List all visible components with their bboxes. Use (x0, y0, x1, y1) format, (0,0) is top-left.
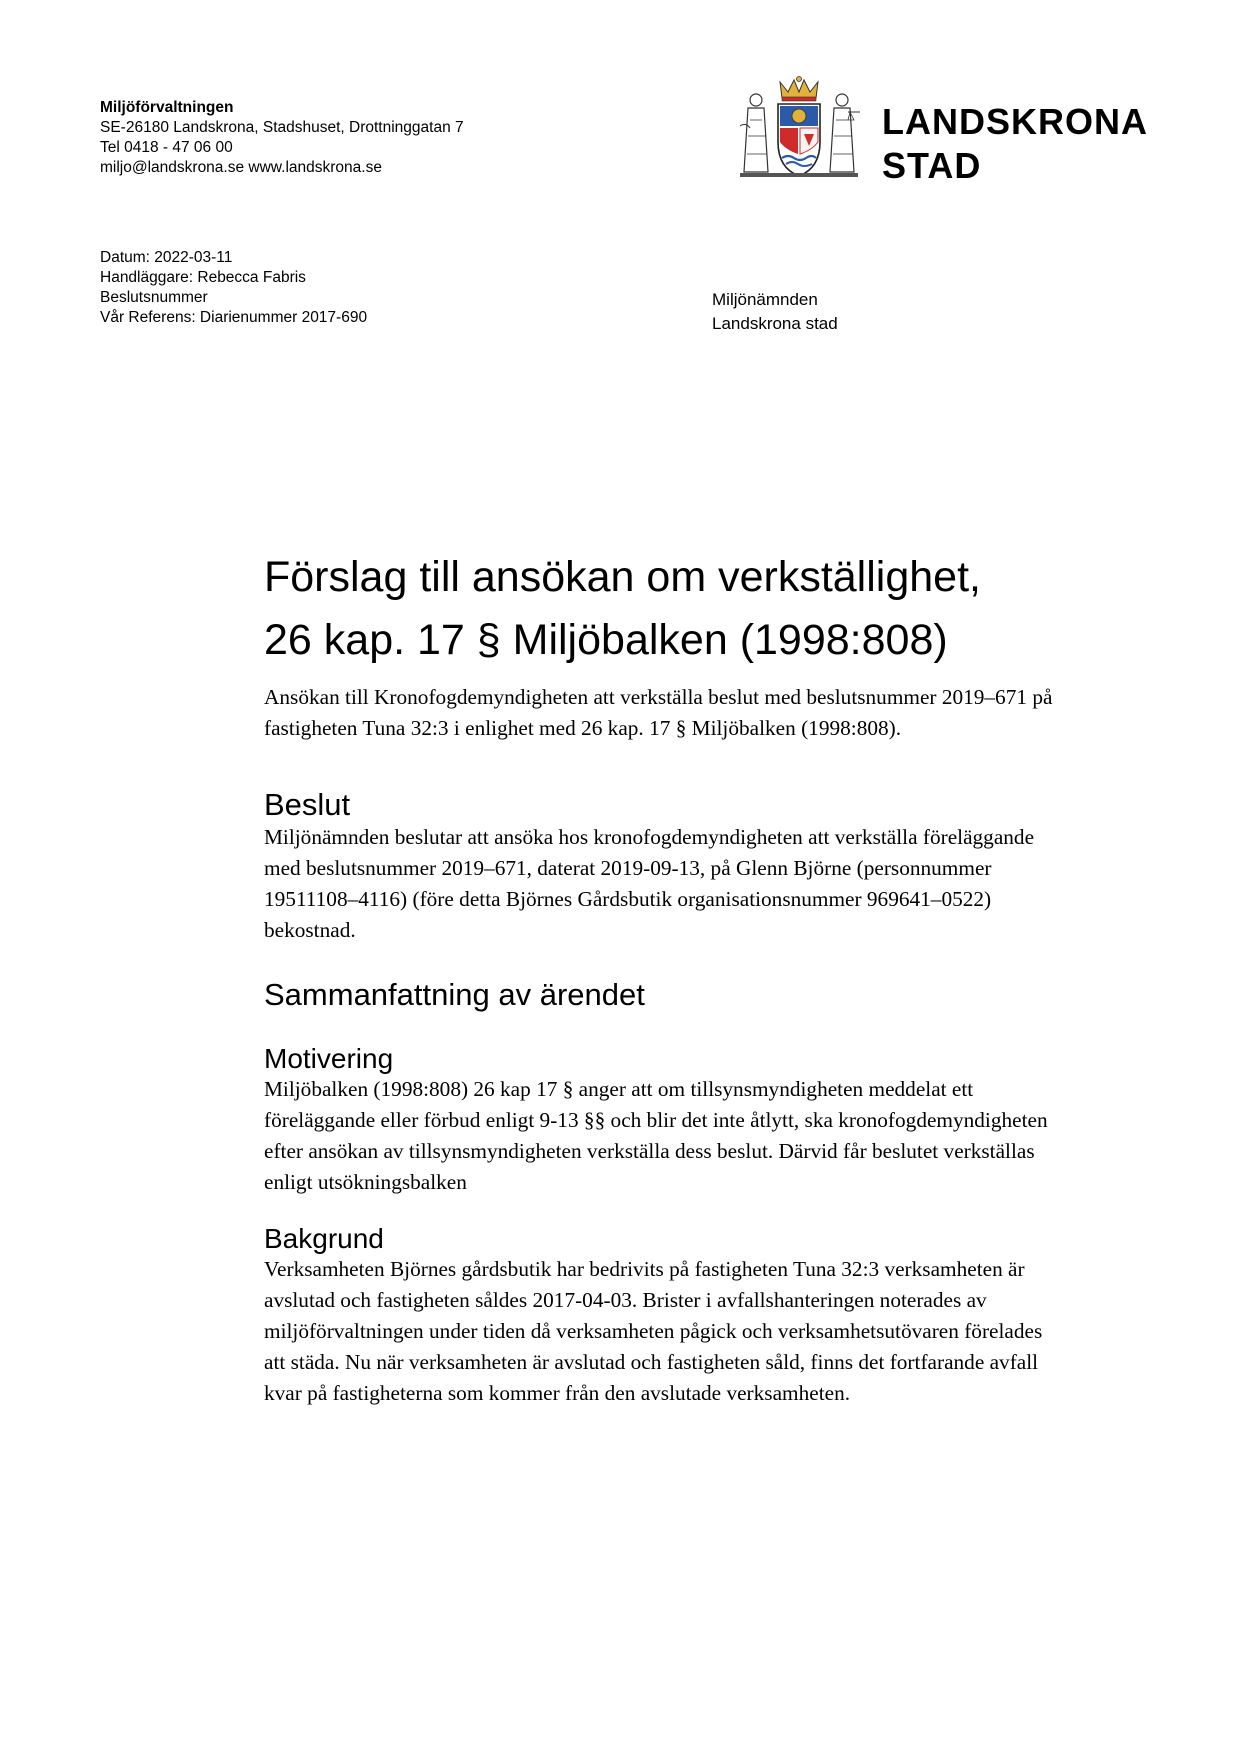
recipient-block (712, 288, 838, 336)
landskrona-logo (736, 76, 1148, 186)
meta-reference: Vår Referens: Diarienummer 2017-690 (100, 309, 368, 326)
beslut-paragraph: Miljönämnden beslutar att ansöka hos kronofogdemyndigheten att verkställa föreläggande med beslutsnummer 2019–671, daterat 2019-09-13, på Glenn Björne (personnummer 19511108–4116) (före detta Björnes Gårdsbutik organisationsnummer 969641–0522) bekostnad. (264, 825, 1035, 942)
meta-handler: Handläggare: Rebecca Fabris (100, 269, 306, 286)
logo-line-1: LANDSKRONA (882, 101, 1148, 142)
intro-paragraph: Ansökan till Kronofogdemyndigheten att verkställa beslut med beslutsnummer 2019–671 på fastigheten Tuna 32:3 i enlighet med 26 kap. 17 § Miljöbalken (1998:808). (264, 685, 1053, 740)
coat-of-arms-icon (736, 76, 862, 184)
sender-address: SE-26180 Landskrona, Stadshuset, Drottninggatan 7 (100, 119, 464, 136)
meta-block (100, 248, 367, 328)
bakgrund-heading: Bakgrund (264, 1223, 384, 1254)
sender-phone: Tel 0418 - 47 06 00 (100, 139, 233, 156)
bakgrund-paragraph: Verksamheten Björnes gårdsbutik har bedrivits på fastigheten Tuna 32:3 verksamheten är avslutad och fastigheten såldes 2017-04-03. Brister i avfallshanteringen noterades av miljöförvaltningen under tiden då verksamheten pågick och verksamhetsutövaren förelades att städa. Nu när verksamheten är avslutad och fastigheten såld, finns det fortfarande avfall kvar på fastigheterna som kommer från den avslutade verksamheten. (264, 1257, 1043, 1405)
meta-date: Datum: 2022-03-11 (100, 249, 233, 266)
motivering-heading: Motivering (264, 1043, 394, 1074)
motivering-paragraph: Miljöbalken (1998:808) 26 kap 17 § anger att om tillsynsmyndigheten meddelat ett föreläggande eller förbud enligt 9-13 §§ och blir det inte åtlytt, ska kronofogdemyndigheten efter ansökan av tillsynsmyndigheten verkställa dess beslut. Därvid får beslutet verkställas enligt utsökningsbalken (264, 1077, 1048, 1194)
meta-decision-number: Beslutsnummer (100, 289, 208, 306)
sender-contact: miljo@landskrona.se www.landskrona.se (100, 159, 382, 176)
document-title-line-2: 26 kap. 17 § Miljöbalken (1998:808) (264, 616, 948, 664)
document-title-line-1: Förslag till ansökan om verkställighet, (264, 553, 981, 601)
sender-block (100, 98, 464, 178)
sender-org: Miljöförvaltningen (100, 99, 234, 116)
summary-heading: Sammanfattning av ärendet (264, 977, 645, 1012)
beslut-heading: Beslut (264, 787, 351, 822)
document-body (264, 546, 1064, 1409)
recipient-line-2: Landskrona stad (712, 314, 838, 333)
logo-line-2: STAD (882, 145, 982, 186)
logo-wordmark (882, 100, 1148, 188)
document-title (264, 546, 1064, 672)
recipient-line-1: Miljönämnden (712, 290, 818, 309)
